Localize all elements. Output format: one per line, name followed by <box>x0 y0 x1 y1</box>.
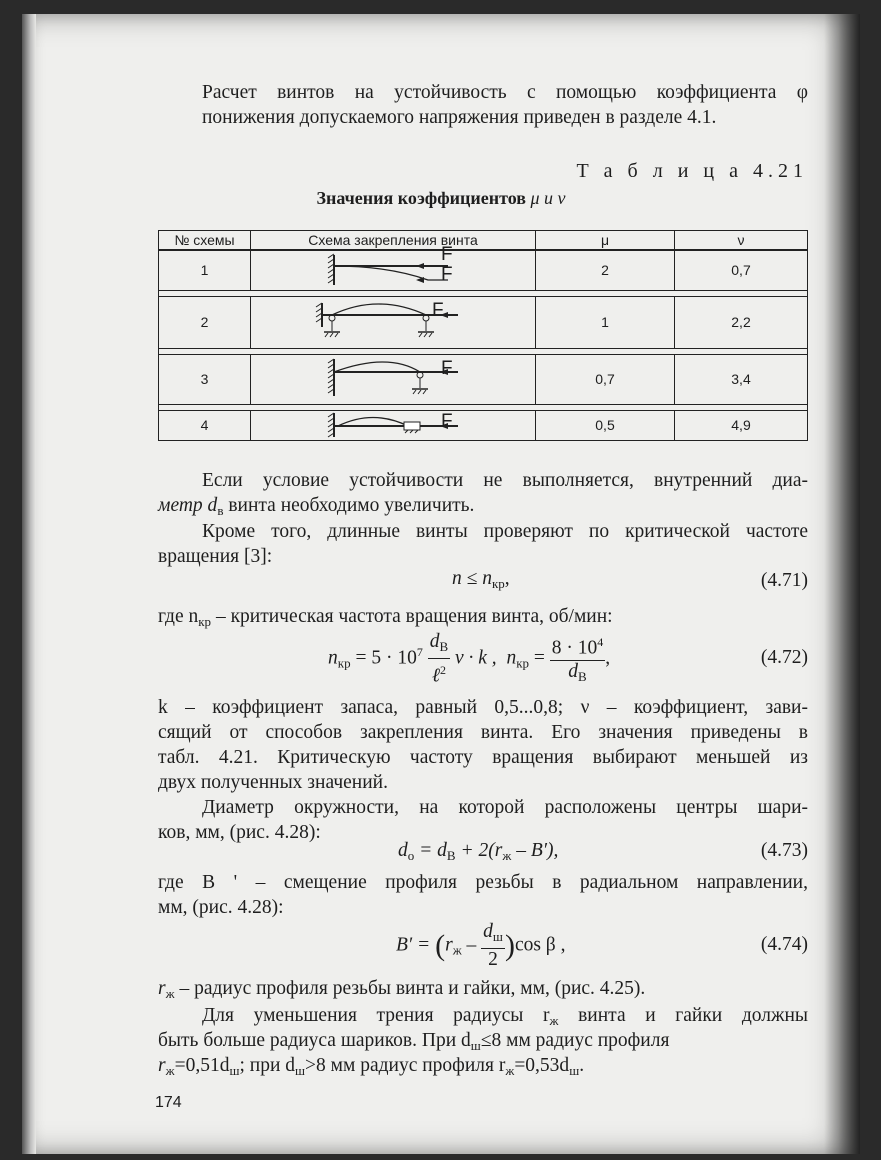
denominator: 2 <box>488 949 498 970</box>
text: =0,53d <box>514 1055 570 1076</box>
paragraph-line: Диаметр окружности, на которой расположены центры шари- <box>202 797 808 818</box>
numerator <box>550 631 606 661</box>
text: – радиус профиля резьбы винта и гайки, мм, (рис. 4.25). <box>174 978 646 999</box>
text: r <box>158 978 166 999</box>
text: Для уменьшения трения радиусы r <box>202 1005 550 1026</box>
equation-number: (4.72) <box>760 647 808 668</box>
paragraph-line: понижения допускаемого напряжения приведен в разделе 4.1. <box>202 107 717 128</box>
paragraph-line: табл. 4.21. Критическую частоту вращения выбирают меньшей из <box>158 747 808 768</box>
eq-text: d <box>398 840 408 861</box>
paragraph-line <box>158 976 645 1006</box>
force-label: F <box>441 411 453 432</box>
text: метр d <box>158 495 218 516</box>
force-label: F <box>432 300 444 321</box>
text: ; при d <box>239 1055 296 1076</box>
page-edge-shadow <box>824 14 860 1154</box>
subscript: ж <box>165 986 175 1001</box>
subscript: о <box>407 848 415 863</box>
paragraph-line: вращения [3]: <box>158 546 273 567</box>
table-caption <box>22 188 860 209</box>
equation-number: (4.71) <box>760 570 808 591</box>
paragraph-line: Если условие устойчивости не выполняется, внутренний диа- <box>202 470 808 491</box>
subscript: ж <box>502 848 512 863</box>
subscript: кр <box>337 655 351 671</box>
header-scheme-no: № схемы <box>159 231 251 251</box>
subscript: ш <box>569 1063 580 1078</box>
paragraph-line: Кроме того, длинные винты проверяют по критической частоте <box>202 521 808 542</box>
force-label: F <box>441 358 453 379</box>
numerator <box>428 631 450 659</box>
page-number: 174 <box>155 1094 182 1111</box>
table-row <box>159 250 808 290</box>
cell-mu: 2 <box>536 250 675 290</box>
subscript: кр <box>198 614 212 629</box>
caption-symbols: μ и ν <box>530 188 566 208</box>
subscript: в <box>217 503 224 518</box>
text: . <box>579 1055 585 1076</box>
eq-text: = 5 · 10 <box>350 647 417 669</box>
subscript: кр <box>516 655 530 671</box>
header-nu: ν <box>675 231 808 251</box>
cell-nu: 4,9 <box>675 410 808 440</box>
paragraph-line: где B ' – смещение профиля резьбы в радиальном направлении, <box>158 872 808 893</box>
eq-text: cos β , <box>514 934 566 956</box>
fraction <box>550 631 606 688</box>
subscript: ж <box>165 1063 175 1078</box>
eq-text: d <box>429 631 440 652</box>
eq-text: = <box>529 647 550 669</box>
fraction <box>428 631 450 688</box>
subscript: ш <box>229 1063 240 1078</box>
pinned-pinned-scheme-diagram <box>308 299 478 345</box>
eq-text: , <box>504 568 510 589</box>
subscript: ш <box>470 1038 481 1053</box>
text: r <box>158 1055 166 1076</box>
book-page <box>22 14 860 1154</box>
cell-nu: 3,4 <box>675 354 808 404</box>
subscript: В <box>578 668 587 684</box>
subscript: ж <box>549 1013 559 1028</box>
cell-no: 4 <box>159 410 251 440</box>
subscript: ж <box>505 1063 515 1078</box>
force-label: F <box>441 264 453 285</box>
text: – критическая частота вращения винта, об/мин: <box>211 606 613 627</box>
equation-4-73 <box>398 840 558 864</box>
eq-text: n <box>328 647 338 669</box>
paragraph-line: k – коэффициент запаса, равный 0,5...0,8; ν – коэффициент, зави- <box>158 697 808 718</box>
table-row <box>159 354 808 404</box>
table-title: Т а б л и ц а 4.21 <box>576 160 808 182</box>
eq-text: = d <box>414 840 447 861</box>
eq-text: + 2(r <box>455 840 503 861</box>
eq-text: 8 · 10 <box>551 637 598 659</box>
superscript: 4 <box>597 635 604 649</box>
paragraph-line <box>158 1053 808 1083</box>
caption-text: Значения коэффициентов <box>316 188 527 208</box>
subscript: ш <box>295 1063 306 1078</box>
text: винта и гайки должны <box>558 1005 808 1026</box>
subscript: кр <box>491 576 505 591</box>
cell-nu: 2,2 <box>675 296 808 348</box>
table-header-row <box>159 231 808 251</box>
denominator <box>428 659 450 688</box>
text: винта необходимо увеличить. <box>223 495 475 516</box>
subscript: ж <box>452 942 462 958</box>
cell-mu: 1 <box>536 296 675 348</box>
subscript: В <box>439 639 449 654</box>
cell-nu: 0,7 <box>675 250 808 290</box>
text: ≤8 мм радиус профиля <box>480 1030 670 1051</box>
paragraph-line: мм, (рис. 4.28): <box>158 897 284 918</box>
eq-text: d <box>568 660 579 682</box>
fraction <box>481 921 505 971</box>
eq-text: B′ = <box>396 934 436 956</box>
equation-number: (4.74) <box>760 934 808 955</box>
text: быть больше радиуса шариков. При d <box>158 1030 471 1051</box>
paragraph-line: двух полученных значений. <box>158 772 388 793</box>
superscript: 7 <box>416 645 423 660</box>
table-row <box>159 296 808 348</box>
text: >8 мм радиус профиля r <box>305 1055 506 1076</box>
force-label: F <box>441 244 453 265</box>
cell-scheme <box>251 296 536 348</box>
paragraph-line <box>158 604 613 634</box>
text: где n <box>158 606 199 627</box>
eq-text: d <box>483 921 493 942</box>
eq-text: ν · k , <box>455 647 497 669</box>
subscript: В <box>446 848 456 863</box>
eq-text: n ≤ n <box>452 568 492 589</box>
eq-text: ℓ <box>431 665 440 687</box>
header-mu: μ <box>536 231 675 251</box>
subscript: ш <box>492 929 503 944</box>
paragraph-line: сящий от способов закрепления винта. Его значения приведены в <box>158 722 808 743</box>
cell-no: 1 <box>159 250 251 290</box>
eq-text: – B′), <box>511 840 559 861</box>
coefficients-table <box>158 230 808 441</box>
cell-no: 3 <box>159 354 251 404</box>
cell-mu: 0,5 <box>536 410 675 440</box>
paragraph-line: Расчет винтов на устойчивость с помощью коэффициента φ <box>202 82 808 103</box>
cell-no: 2 <box>159 296 251 348</box>
eq-text: n <box>506 647 517 669</box>
text: =0,51d <box>174 1055 230 1076</box>
numerator <box>481 921 505 949</box>
header-scheme: Схема закрепления винта <box>251 231 536 251</box>
eq-text: r <box>445 934 453 956</box>
equation-number: (4.73) <box>760 840 808 861</box>
denominator <box>550 661 606 688</box>
eq-text: – <box>461 934 482 956</box>
page-gutter-shadow <box>22 14 36 1154</box>
equation-4-72 <box>328 631 610 688</box>
equation-4-71 <box>452 568 510 592</box>
eq-text: , <box>605 647 611 669</box>
equation-4-74: $B' = (r_ж$ – $\frac{d_ш}{2}$ )cos β , <box>396 921 566 970</box>
cell-scheme <box>251 354 536 404</box>
superscript: 2 <box>439 663 446 677</box>
paragraph-line: ков, мм, (рис. 4.28): <box>158 822 321 843</box>
table-row <box>159 410 808 440</box>
cell-scheme <box>251 410 536 440</box>
cell-mu: 0,7 <box>536 354 675 404</box>
cell-scheme <box>251 250 536 290</box>
